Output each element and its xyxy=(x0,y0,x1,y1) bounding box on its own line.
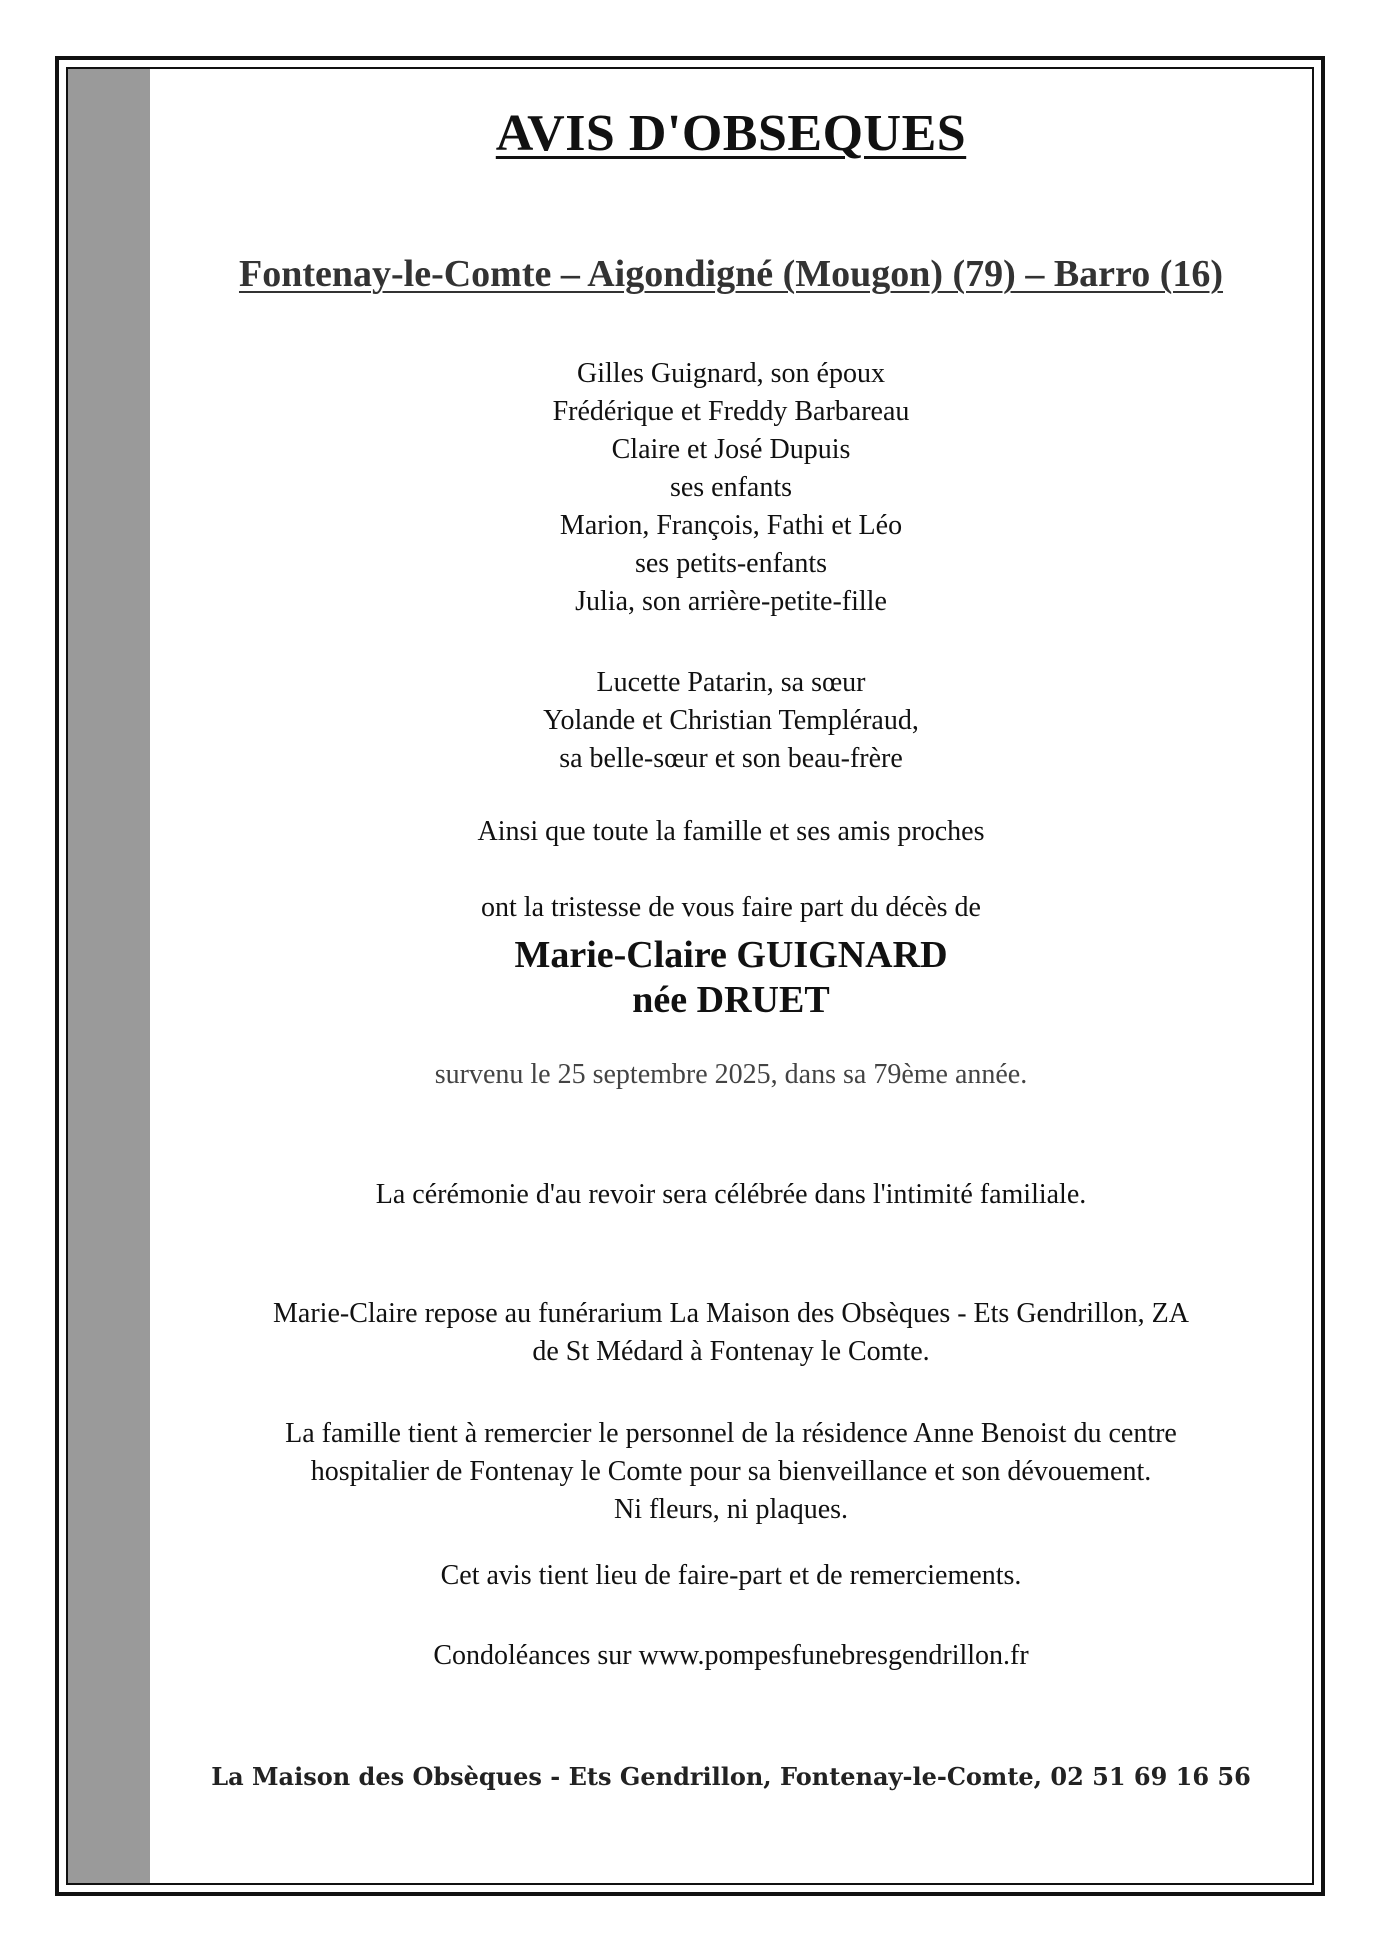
family-line: ses petits-enfants xyxy=(634,548,828,579)
thanks-info xyxy=(150,1415,1312,1529)
locations-heading: Fontenay-le-Comte – Aigondigné (Mougon) (79) – Barro (16) xyxy=(238,253,1224,295)
family-line: Marion, François, Fathi et Léo xyxy=(559,510,903,541)
funerarium-info xyxy=(150,1295,1312,1371)
family-line: Julia, son arrière-petite-fille xyxy=(575,586,887,617)
family-group-2 xyxy=(150,664,1312,778)
page-title: AVIS D'OBSEQUES xyxy=(495,105,967,162)
grey-side-bar xyxy=(68,69,150,1883)
funerarium-line: Marie-Claire repose au funérarium La Maison des Obsèques - Ets Gendrillon, ZA xyxy=(273,1298,1189,1329)
thanks-line: La famille tient à remercier le personnel de la résidence Anne Benoist du centre xyxy=(285,1418,1177,1449)
deceased-date-line: survenu le 25 septembre 2025, dans sa 79ème année. xyxy=(434,1059,1028,1090)
family-line: Lucette Patarin, sa sœur xyxy=(596,667,866,698)
condolences-block xyxy=(150,1637,1312,1675)
ceremony-info xyxy=(150,1176,1312,1214)
family-group-3 xyxy=(150,813,1312,851)
announcement-line: ont la tristesse de vous faire part du décès de xyxy=(481,892,981,923)
family-line: Gilles Guignard, son époux xyxy=(577,358,885,389)
family-line: Yolande et Christian Templéraud, xyxy=(543,705,919,736)
family-line: Ainsi que toute la famille et ses amis proches xyxy=(477,816,985,847)
notice-line: Cet avis tient lieu de faire-part et de remerciements. xyxy=(440,1560,1022,1591)
thanks-line: hospitalier de Fontenay le Comte pour sa bienveillance et son dévouement. xyxy=(310,1456,1152,1487)
footer-contact: La Maison des Obsèques - Ets Gendrillon, Fontenay-le-Comte, 02 51 69 16 56 xyxy=(211,1762,1251,1791)
announcement xyxy=(150,889,1312,927)
deceased-maiden-name: née DRUET xyxy=(632,979,830,1021)
family-group-1 xyxy=(150,355,1312,621)
deceased-name: Marie-Claire GUIGNARD xyxy=(514,934,948,976)
notice-line-block xyxy=(150,1557,1312,1595)
condolences-line: Condoléances sur www.pompesfunebresgendrillon.fr xyxy=(433,1640,1029,1671)
thanks-line: Ni fleurs, ni plaques. xyxy=(613,1494,849,1525)
funerarium-line: de St Médard à Fontenay le Comte. xyxy=(532,1336,930,1367)
family-line: Claire et José Dupuis xyxy=(611,434,851,465)
notice-content xyxy=(150,69,1312,1883)
family-line: Frédérique et Freddy Barbareau xyxy=(552,396,910,427)
family-line: ses enfants xyxy=(669,472,793,503)
family-line: sa belle-sœur et son beau-frère xyxy=(559,743,903,774)
deceased-name-block xyxy=(150,933,1312,1023)
ceremony-line: La cérémonie d'au revoir sera célébrée dans l'intimité familiale. xyxy=(375,1179,1087,1210)
